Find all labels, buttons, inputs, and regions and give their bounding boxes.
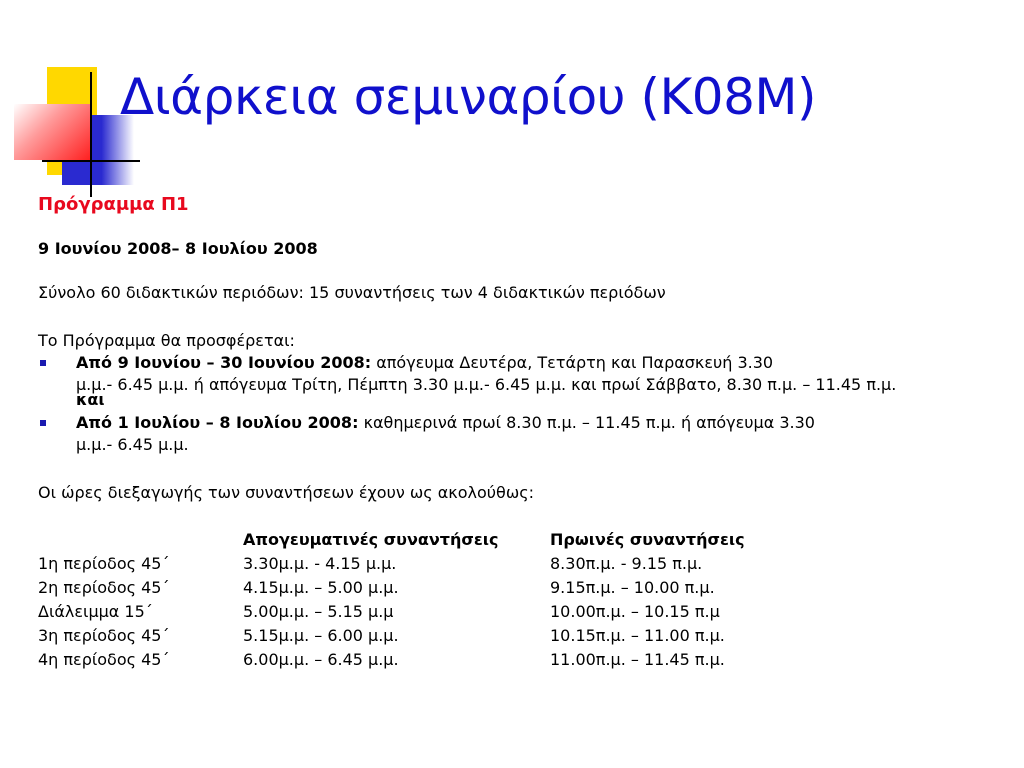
table-cell-morning: 8.30π.μ. - 9.15 π.μ. (550, 554, 703, 573)
program-subtitle: Πρόγραμμα Π1 (38, 194, 189, 215)
table-header-row (38, 528, 745, 552)
logo-vertical-line (90, 72, 92, 197)
slide-title: Διάρκεια σεμιναρίου (Κ08Μ) (120, 68, 817, 126)
bullet-june-text-1: απόγευμα Δευτέρα, Τετάρτη και Παρασκευή 3.30 (376, 353, 774, 372)
logo-horizontal-line (42, 160, 140, 162)
table-cell-period: 3η περίοδος 45΄ (38, 626, 170, 645)
table-cell-morning: 9.15π.μ. – 10.00 π.μ. (550, 578, 715, 597)
table-row (38, 648, 745, 672)
program-dates: 9 Ιουνίου 2008– 8 Ιουλίου 2008 (38, 239, 318, 258)
bullet-june-text-3: και (76, 390, 105, 409)
square-bullet-icon (40, 420, 46, 426)
table-row (38, 576, 745, 600)
bullet-june-period: Από 9 Ιουνίου – 30 Ιουνίου 2008: (76, 353, 372, 372)
slide-logo-decoration (0, 0, 140, 200)
total-periods-text: Σύνολο 60 διδακτικών περιόδων: 15 συναντήσεις των 4 διδακτικών περιόδων (38, 283, 666, 302)
table-cell-morning: 10.00π.μ. – 10.15 π.μ (550, 602, 720, 621)
offered-intro-text: Το Πρόγραμμα θα προσφέρεται: (38, 331, 295, 350)
bullet-july-text-2: μ.μ.- 6.45 μ.μ. (76, 435, 189, 454)
bullet-item-july (38, 412, 1008, 456)
schedule-bullet-list (38, 352, 1008, 456)
schedule-table (38, 528, 745, 672)
table-row (38, 600, 745, 624)
slide-body (38, 194, 1008, 672)
table-cell-morning: 10.15π.μ. – 11.00 π.μ. (550, 626, 725, 645)
logo-red-square (14, 104, 90, 160)
table-cell-period: 4η περίοδος 45΄ (38, 650, 170, 669)
table-cell-afternoon: 5.15μ.μ. – 6.00 μ.μ. (243, 626, 399, 645)
table-header-morning: Πρωινές συναντήσεις (550, 530, 745, 549)
square-bullet-icon (40, 360, 46, 366)
bullet-item-june (38, 352, 1008, 409)
table-cell-afternoon: 5.00μ.μ. – 5.15 μ.μ (243, 602, 394, 621)
table-header-afternoon: Απογευματινές συναντήσεις (243, 530, 499, 549)
table-header-empty (38, 528, 243, 552)
table-row (38, 624, 745, 648)
table-cell-period: Διάλειμμα 15΄ (38, 602, 153, 621)
bullet-july-text-1: καθημερινά πρωί 8.30 π.μ. – 11.45 π.μ. ή απόγευμα 3.30 (363, 413, 815, 432)
table-row (38, 552, 745, 576)
bullet-july-period: Από 1 Ιουλίου – 8 Ιουλίου 2008: (76, 413, 359, 432)
bullet-june-text-2: μ.μ.- 6.45 μ.μ. ή απόγευμα Τρίτη, Πέμπτη 3.30 μ.μ.- 6.45 μ.μ. και πρωί Σάββατο, 8.30 π.μ. – 11.45 π.μ. (76, 375, 897, 394)
table-cell-period: 2η περίοδος 45΄ (38, 578, 170, 597)
table-cell-morning: 11.00π.μ. – 11.45 π.μ. (550, 650, 725, 669)
table-cell-afternoon: 4.15μ.μ. – 5.00 μ.μ. (243, 578, 399, 597)
table-cell-period: 1η περίοδος 45΄ (38, 554, 170, 573)
hours-intro-text: Οι ώρες διεξαγωγής των συναντήσεων έχουν ως ακολούθως: (38, 483, 534, 502)
table-cell-afternoon: 6.00μ.μ. – 6.45 μ.μ. (243, 650, 399, 669)
table-cell-afternoon: 3.30μ.μ. - 4.15 μ.μ. (243, 554, 397, 573)
